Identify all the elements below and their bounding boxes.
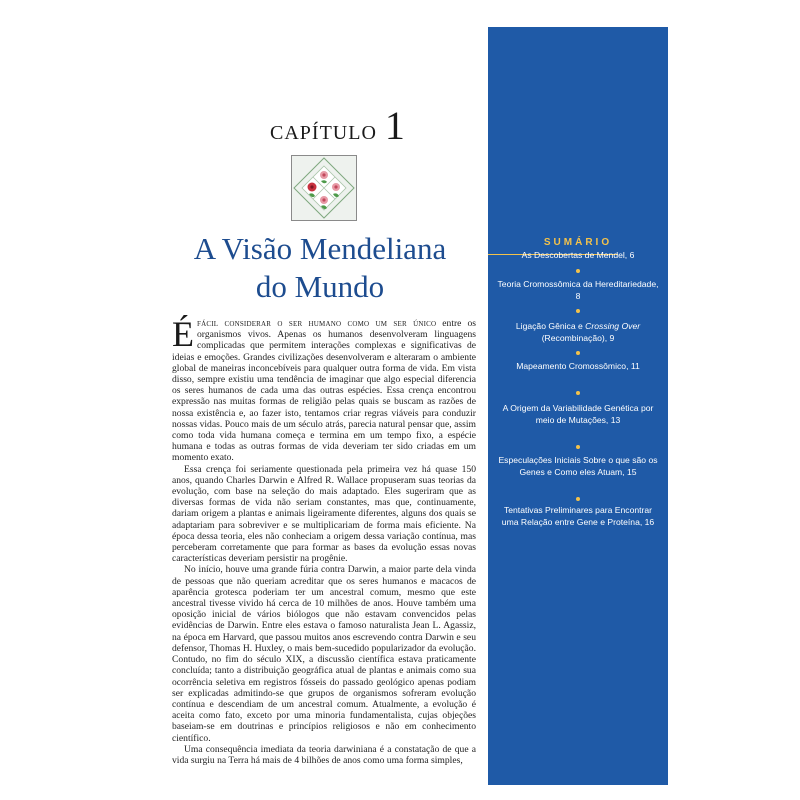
toc-separator-dot bbox=[576, 269, 580, 273]
toc-item-3-pre: Ligação Gênica e bbox=[515, 321, 586, 331]
toc-item-7: Tentativas Preliminares para Encontrar uma Relação entre Gene e Proteína, 16 bbox=[501, 505, 655, 527]
lead-in-smallcaps: fácil considerar o ser humano como um ser único bbox=[197, 318, 437, 329]
toc-item-4: Mapeamento Cromossômico, 11 bbox=[516, 361, 640, 371]
summary-heading: SUMÁRIO bbox=[543, 237, 613, 248]
body-text bbox=[172, 314, 476, 766]
toc-item-6: Especulações Iniciais Sobre o que são os Genes e Como eles Atuam, 15 bbox=[498, 455, 658, 477]
toc-item-5: A Origem da Variabilidade Genética por meio de Mutações, 13 bbox=[502, 403, 654, 425]
toc-separator-dot bbox=[576, 391, 580, 395]
chapter-title-line-1: A Visão Mendeliana bbox=[193, 231, 447, 266]
toc-item-2: Teoria Cromossômica da Hereditariedade, 8 bbox=[497, 279, 659, 301]
chapter-heading bbox=[270, 103, 405, 148]
summary-sidebar bbox=[488, 27, 668, 785]
paragraph-4: Uma consequência imediata da teoria darwiniana é a constatação de que a vida surgiu na Terra há mais de 4 bilhões de anos como uma forma simples, bbox=[172, 743, 476, 766]
toc-item-3-italic: Crossing Over bbox=[585, 321, 641, 331]
toc-item-3-post: (Recombinação), 9 bbox=[541, 332, 615, 343]
toc-item-1: As Descobertas de Mendel, 6 bbox=[521, 250, 635, 260]
paragraph-1 bbox=[172, 314, 476, 464]
chapter-title bbox=[160, 230, 480, 306]
chapter-label: CAPÍTULO bbox=[270, 122, 377, 144]
toc-item-3 bbox=[496, 321, 660, 344]
toc-separator-dot bbox=[576, 309, 580, 313]
chapter-title-line-2: do Mundo bbox=[255, 269, 385, 304]
toc-separator-dot bbox=[576, 497, 580, 501]
toc-separator-dot bbox=[576, 351, 580, 355]
chapter-number: 1 bbox=[384, 103, 405, 148]
toc-separator-dot bbox=[576, 445, 580, 449]
paragraph-2: Essa crença foi seriamente questionada pela primeira vez há quase 150 anos, quando Charles Darwin e Alfred R. Wallace propuseram suas teorias da evolução, com base na seleção do mais adaptado. Eles sugeriram que as diversas formas de vida não seriam constantes, mas que, continuamente, dariam origem a plantas e animais ligeiramente diferentes, alguns dos quais se adaptariam para sobreviver e se multiplicariam de forma mais eficiente. Na época dessa teoria, eles não conheciam a origem dessa variação contínua, mas perceberam corretamente que para formar as bases da evolução essas novas características deveriam persistir na progênie. bbox=[172, 463, 476, 565]
paragraph-3: No início, houve uma grande fúria contra Darwin, a maior parte dela vinda de pessoas que não queriam acreditar que os seres humanos e macacos de aparência grotesca poderiam ter um ancestral comum, mesmo que este ancestral tivesse vivido há cerca de 10 milhões de anos. Houve também uma oposição inicial de vários biólogos que não estavam convencidos pelas evidências de Darwin. Entre eles estava o famoso naturalista Jean L. Agassiz, na época em Harvard, que passou muitos anos escrevendo contra Darwin e seu defensor, Thomas H. Huxley, o mais bem-sucedido popularizador da evolução. Contudo, no fim do século XIX, a discussão científica estava praticamente concluída; tanto a distribuição geográfica atual de plantas e animais como sua ocorrência seletiva em registros fósseis do passado geológico apenas podiam ser explicadas admitindo-se que grupos de organismos sofreram evolução contínua e descendiam de um ancestral comum. Atualmente, a evolução é aceita como fato, exceto por uma minoria fundamentalista, cujas objeções baseiam-se em doutrinas e princípios religiosos e não em conhecimento científico. bbox=[172, 564, 476, 744]
paragraph-1-text: entre os organismos vivos. Apenas os humanos desenvolveram linguagens complicadas que permitem interações complexas e significativas de ideias e emoções. Grandes civilizações desenvolveram e alteraram o ambiente global de maneiras inconcebíveis para qualquer outra forma de vida. Em vista disso, sempre existiu uma tendência de imaginar que algo especial diferencia os seres humanos de cada uma das outras espécies. Essa crença encontrou expressão nas muitas formas de religião pelas quais se buscam as razões de nossa existência e, ao fazer isto, tentamos criar regras viáveis para conduzir nossas vidas. Pouco mais de um século atrás, parecia natural pensar que, assim como toda vida humana começa e termina em um tempo fixo, a espécie humana e todas as outras formas de vida deveriam ter sido criadas em um momento exato. bbox=[172, 318, 476, 464]
pea-plant-emblem-icon bbox=[291, 155, 357, 221]
drop-cap: É bbox=[172, 314, 194, 354]
